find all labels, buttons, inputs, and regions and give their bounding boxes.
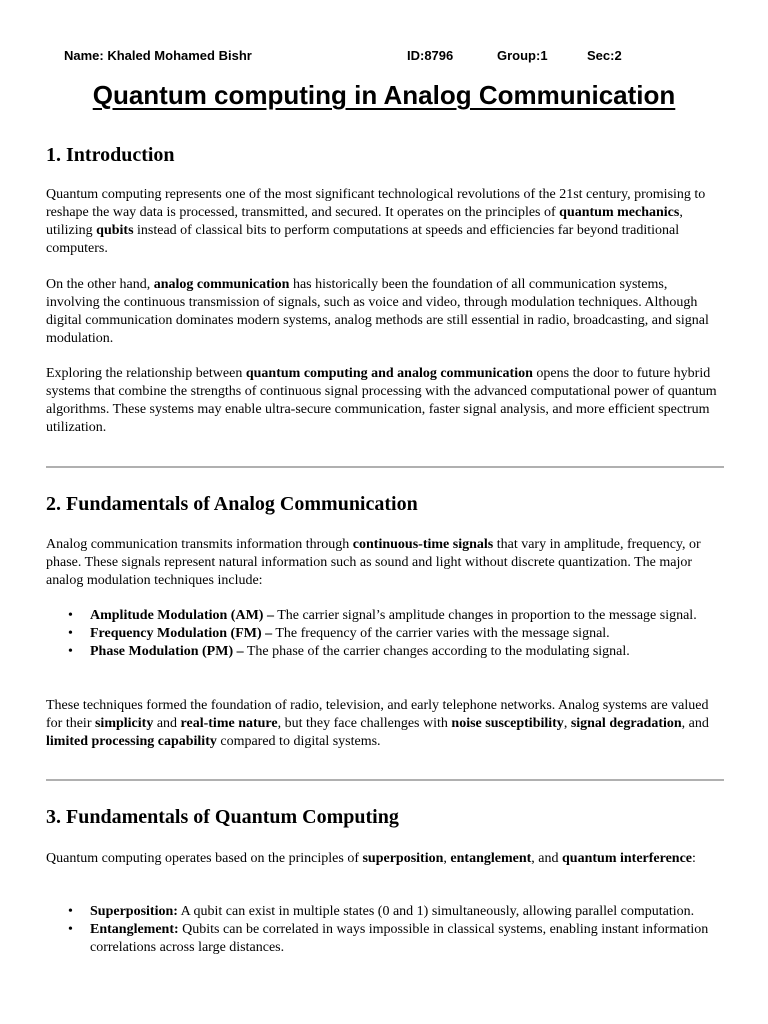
bold-term: signal degradation [570,716,682,731]
text-run: , and [681,716,709,731]
text-run: , and [531,851,563,866]
bold-term: qubits [96,223,134,238]
intro-paragraph-3 [46,365,722,437]
bold-term: quantum mechanics [559,205,680,220]
quantum-principles-list [46,903,722,957]
section-heading-introduction: 1. Introduction [46,144,175,166]
student-name: Name: Khaled Mohamed Bishr [64,48,252,63]
text-run: Quantum computing operates based on the principles of [46,851,363,866]
student-section: Sec:2 [587,48,622,63]
bold-term: superposition [362,851,444,866]
text-run: The phase of the carrier changes according to the modulating signal. [243,644,630,659]
text-run: Qubits can be correlated in ways impossible in classical systems, enabling instant information correlations across large distances. [90,922,709,955]
bold-term: analog communication [153,277,290,292]
section-divider [46,466,724,468]
quantum-paragraph-1 [46,850,722,868]
bold-term: continuous-time signals [352,537,494,552]
list-item [46,903,722,921]
bold-term: Frequency Modulation (FM) – [90,626,273,641]
section-heading-quantum: 3. Fundamentals of Quantum Computing [46,806,399,828]
list-item [46,921,722,957]
list-item [46,607,722,625]
text-run: has historically been the foundation of all communication systems, involving the continuous transmission of signals, such as voice and video, through modulation techniques. Although digital communication dominates modern systems, analog methods are still essential in radio, broadcasting, and signal modulation. [46,277,709,346]
text-run: On the other hand, [46,277,154,292]
bold-term: quantum interference [562,851,693,866]
text-run: Exploring the relationship between [46,366,246,381]
text-run: A qubit can exist in multiple states (0 and 1) simultaneously, allowing parallel computation. [177,904,695,919]
text-run: The frequency of the carrier varies with the message signal. [272,626,610,641]
student-group: Group:1 [497,48,548,63]
bold-term: quantum computing and analog communication [245,366,533,381]
section-heading-analog: 2. Fundamentals of Analog Communication [46,493,418,515]
section-divider [46,779,724,781]
bold-term: real-time nature [180,716,278,731]
text-run: Analog communication transmits information through [46,537,353,552]
text-run: : [692,851,696,866]
text-run: , [563,716,571,731]
text-run: instead of classical bits to perform computations at speeds and efficiencies far beyond traditional computers. [46,223,680,256]
document-title: Quantum computing in Analog Communication [92,80,676,110]
text-run: , [443,851,451,866]
student-info-header [64,48,704,66]
text-run: and [153,716,181,731]
text-run: , utilizing [46,205,683,238]
text-run: , but they face challenges with [277,716,452,731]
text-run: opens the door to future hybrid systems that combine the strengths of continuous signal processing with the advanced computational power of quantum algorithms. These systems may enable ultra-secure communication, faster signal analysis, and more efficient spectrum utilization. [46,366,717,435]
text-run: Quantum computing represents one of the most significant technological revolutions of the 21st century, promising to reshape the way data is processed, transmitted, and secured. It operates on the principles of [46,187,706,220]
text-run: that vary in amplitude, frequency, or phase. These signals represent natural information such as sound and light without discrete quantization. The major analog modulation techniques include: [46,537,701,588]
list-item [46,625,722,643]
text-run: compared to digital systems. [216,734,381,749]
analog-paragraph-2 [46,697,722,751]
bold-term: Superposition: [90,904,178,919]
bold-term: noise susceptibility [451,716,564,731]
bold-term: entanglement [450,851,532,866]
analog-modulation-list [46,607,722,661]
student-id: ID:8796 [407,48,454,63]
text-run: The carrier signal’s amplitude changes in proportion to the message signal. [273,608,697,623]
bold-term: simplicity [94,716,154,731]
bold-term: Amplitude Modulation (AM) – [90,608,274,623]
bold-term: limited processing capability [46,734,217,749]
bold-term: Entanglement: [90,922,179,937]
list-item [46,643,722,661]
intro-paragraph-2 [46,276,722,348]
intro-paragraph-1 [46,186,722,258]
bold-term: Phase Modulation (PM) – [90,644,244,659]
text-run: These techniques formed the foundation of radio, television, and early telephone networks. Analog systems are valued for their [46,698,709,731]
analog-paragraph-1 [46,536,722,590]
